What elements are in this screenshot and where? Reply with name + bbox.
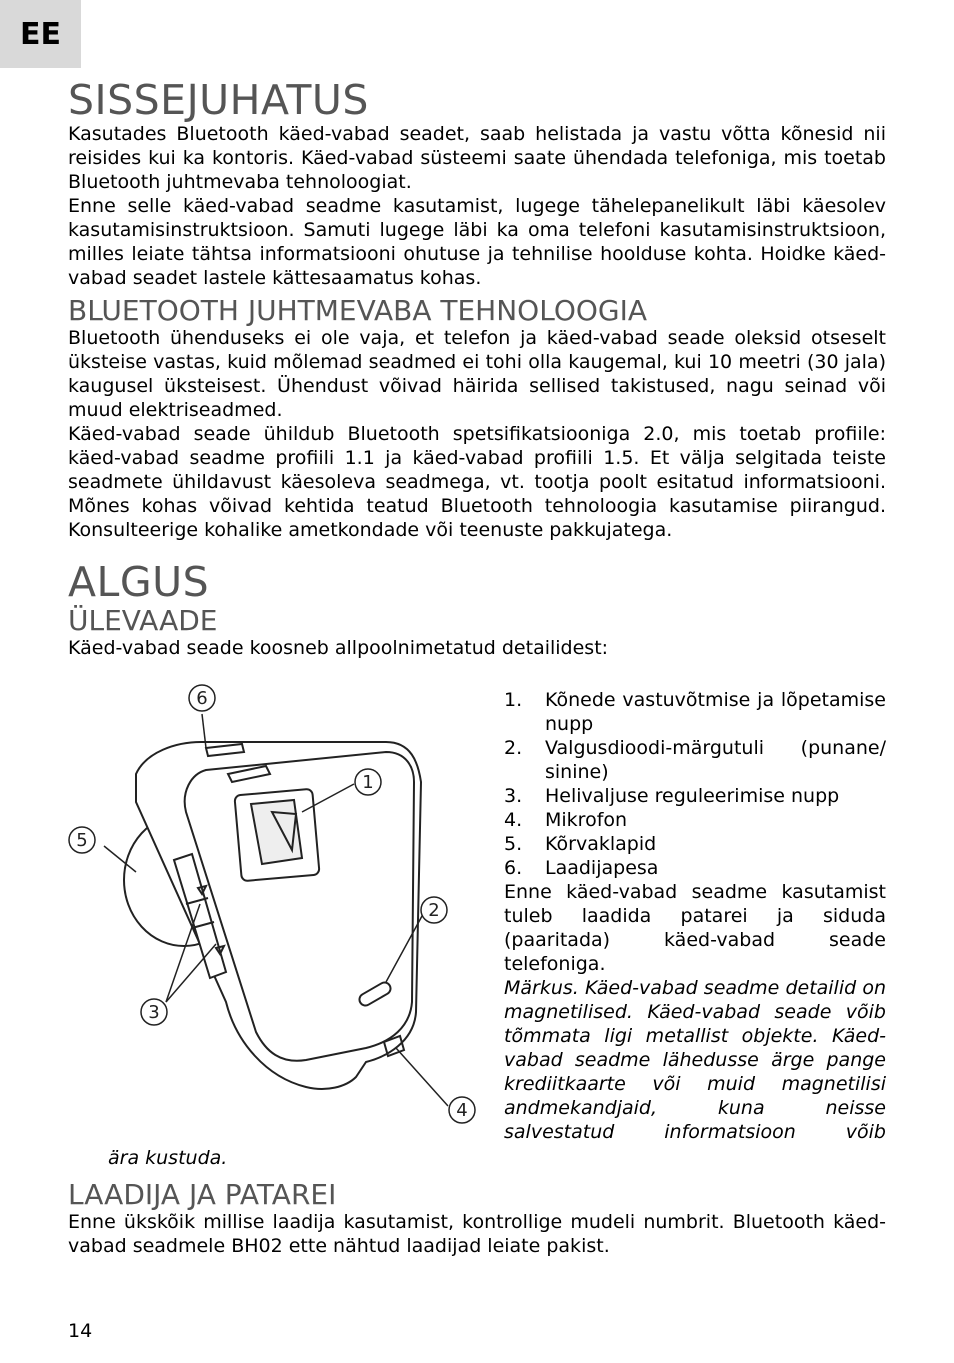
list-item: 3. Helivaljuse reguleerimise nupp <box>504 785 840 807</box>
parts-column <box>504 688 886 1144</box>
overview-heading: ÜLEVAADE <box>68 604 218 637</box>
magnetic-note: Märkus. Käed-vabad seadme detailid on magnetilised. Käed-vabad seade võib tõmmata ligi metallist objekte. Käed-vabad seadme lähedusse ärge pange krediitkaarte või muid magnetilisi andmekandjaid, kuna neisse salvestatud informatsioon võib <box>504 977 886 1143</box>
callout-1: 1 <box>362 772 374 793</box>
callout-3: 3 <box>148 1002 160 1023</box>
parts-list <box>504 688 886 880</box>
intro-paragraph-1: Kasutades Bluetooth käed-vabad seadet, saab helistada ja vastu võtta kõnesid nii reisides kui ka kontoris. Käed-vabad süsteemi saate ühendada telefoniga, mis toetab Bluetooth juhtmevaba tehnoloogiat. <box>68 123 886 193</box>
callout-5: 5 <box>76 830 88 851</box>
charger-heading: LAADIJA JA PATAREI <box>68 1178 337 1211</box>
callout-6: 6 <box>196 688 208 709</box>
intro-section <box>68 78 886 290</box>
bluetooth-paragraph-2: Käed-vabad seade ühildub Bluetooth spetsifikatsiooniga 2.0, mis toetab profiile: käed-vabad seadme profiili 1.1 ja käed-vabad profiili 1.5. Et välja selgitada teiste seadmete ühildavust käesoleva seadmega, vt. tootja poolt esitatud informatsiooni. Mõnes kohas võivad kehtida teatud Bluetooth tehnoloogia kasutamise piirangud. Konsulteerige kohalike ametkondade või teenuste pakkujatega. <box>68 423 886 541</box>
magnetic-note-end: ära kustuda. <box>108 1147 228 1169</box>
overview-intro: Käed-vabad seade koosneb allpoolnimetatud detailidest: <box>68 637 609 659</box>
bluetooth-heading: BLUETOOTH JUHTMEVABA TEHNOLOOGIA <box>68 294 648 327</box>
language-tab: EE <box>0 0 81 68</box>
headset-illustration <box>66 682 480 1128</box>
callout-4: 4 <box>456 1100 468 1121</box>
bluetooth-paragraph-1: Bluetooth ühenduseks ei ole vaja, et telefon ja käed-vabad seade oleksid otseselt üksteise vastas, kuid mõlemad seadmed ei tohi olla kaugemal, kui 10 meetri (30 jala) kaugusel üksteisest. Ühendust võivad häirida sellised takistused, nagu seinad või muud elektriseadmed. <box>68 327 886 421</box>
algus-heading: ALGUS <box>68 558 210 606</box>
list-item: 4. Mikrofon <box>504 809 628 831</box>
intro-heading: SISSEJUHATUS <box>68 76 369 124</box>
charger-section <box>68 1180 886 1258</box>
bluetooth-section <box>68 296 886 542</box>
charger-paragraph: Enne ükskõik millise laadija kasutamist, kontrollige mudeli numbrit. Bluetooth käed-vabad seadmele BH02 ette nähtud laadijad leiate pakist. <box>68 1211 886 1257</box>
list-item: 1. Kõnede vastuvõtmise ja lõpetamise nupp <box>504 689 886 735</box>
algus-section <box>68 560 886 660</box>
page-number: 14 <box>68 1320 93 1342</box>
list-item: 6. Laadijapesa <box>504 857 659 879</box>
list-item: 5. Kõrvaklapid <box>504 833 657 855</box>
intro-paragraph-2: Enne selle käed-vabad seadme kasutamist, lugege tähelepanelikult läbi käesolev kasutamisinstruktsioon. Samuti lugege läbi ka oma telefoni kasutamisinstruktsioon, milles leiate tähtsa informatsiooni ohutuse ja tehnilise hoolduse kohta. Hoidke käed-vabad seadet lastele kättesaamatus kohas. <box>68 195 886 289</box>
charge-instructions: Enne käed-vabad seadme kasutamist tuleb laadida patarei ja siduda (paaritada) käed-vabad seade telefoniga. <box>504 881 886 975</box>
callout-2: 2 <box>428 900 440 921</box>
list-item: 2. Valgusdioodi-märgutuli (punane/ sinine) <box>504 737 886 783</box>
